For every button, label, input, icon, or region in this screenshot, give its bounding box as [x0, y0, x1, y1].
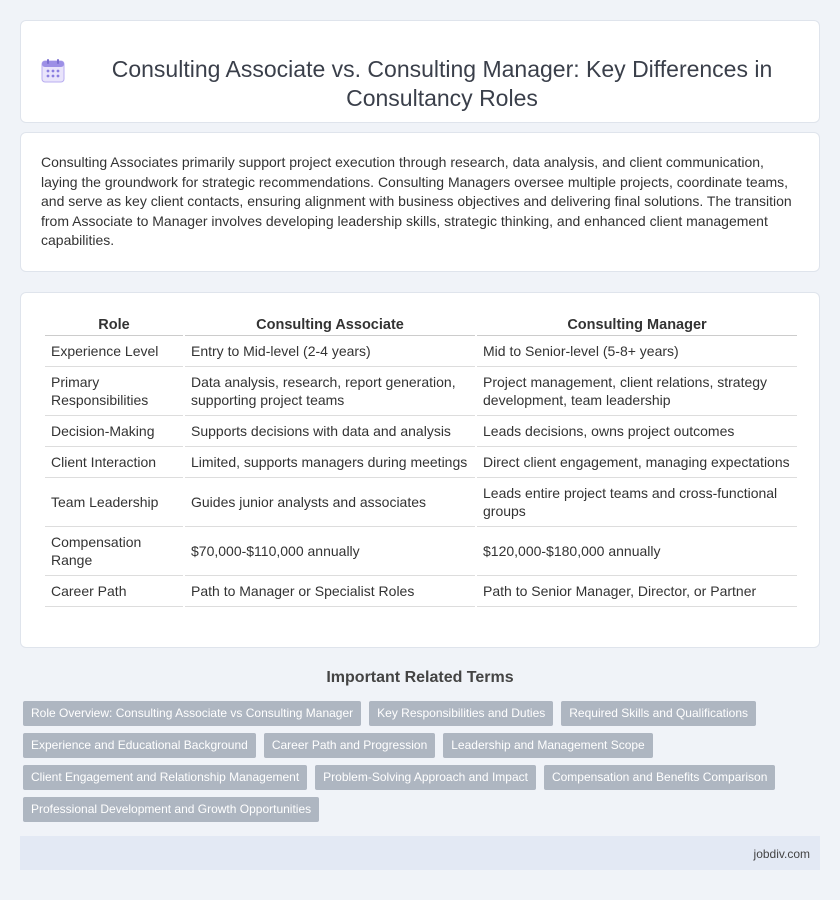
footer	[20, 836, 820, 870]
row-label: Career Path	[45, 576, 183, 607]
table-row	[45, 416, 797, 447]
manager-cell: Path to Senior Manager, Director, or Partner	[477, 576, 797, 607]
related-terms-heading: Important Related Terms	[326, 669, 514, 686]
column-header-manager: Consulting Manager	[477, 313, 797, 336]
row-label: Client Interaction	[45, 447, 183, 478]
manager-cell: Mid to Senior-level (5-8+ years)	[477, 336, 797, 367]
related-term-tag[interactable]: Career Path and Progression	[264, 733, 435, 758]
row-label: Primary Responsibilities	[45, 367, 183, 416]
related-term-tag[interactable]: Key Responsibilities and Duties	[369, 701, 553, 726]
manager-cell: Leads decisions, owns project outcomes	[477, 416, 797, 447]
table-header-row	[45, 313, 797, 336]
table-row	[45, 527, 797, 576]
comparison-table	[43, 313, 799, 607]
table-row	[45, 478, 797, 527]
calendar-icon	[40, 58, 66, 84]
summary-text: Consulting Associates primarily support project execution through research, data analysis, and client communication, laying the groundwork for strategic recommendations. Consulting Managers oversee multiple projects, coordinate teams, and serve as key client contacts, ensuring alignment with business objectives and delivering final solutions. The transition from Associate to Manager involves developing leadership skills, strategic thinking, and enhanced client management capabilities.	[41, 154, 792, 249]
associate-cell: Entry to Mid-level (2-4 years)	[185, 336, 475, 367]
title-wrap	[40, 31, 800, 113]
footer-site-link[interactable]: jobdiv.com	[753, 847, 810, 861]
summary-card	[20, 132, 820, 272]
manager-cell: Leads entire project teams and cross-functional groups	[477, 478, 797, 527]
associate-cell: Path to Manager or Specialist Roles	[185, 576, 475, 607]
associate-cell: Data analysis, research, report generation, supporting project teams	[185, 367, 475, 416]
related-term-tag[interactable]: Professional Development and Growth Opportunities	[23, 797, 319, 822]
table-row	[45, 576, 797, 607]
manager-cell: Project management, client relations, strategy development, team leadership	[477, 367, 797, 416]
table-row	[45, 336, 797, 367]
related-term-tag[interactable]: Problem-Solving Approach and Impact	[315, 765, 536, 790]
comparison-table-card	[20, 292, 820, 648]
column-header-associate: Consulting Associate	[185, 313, 475, 336]
table-row	[45, 367, 797, 416]
column-header-role: Role	[45, 313, 183, 336]
header-card	[20, 20, 820, 123]
associate-cell: Guides junior analysts and associates	[185, 478, 475, 527]
related-terms-tags	[23, 701, 813, 822]
page-title: Consulting Associate vs. Consulting Manager: Key Differences in Consultancy Roles	[111, 55, 773, 111]
related-term-tag[interactable]: Client Engagement and Relationship Management	[23, 765, 307, 790]
manager-cell: $120,000-$180,000 annually	[477, 527, 797, 576]
table-row	[45, 447, 797, 478]
related-term-tag[interactable]: Compensation and Benefits Comparison	[544, 765, 775, 790]
related-term-tag[interactable]: Required Skills and Qualifications	[561, 701, 756, 726]
row-label: Experience Level	[45, 336, 183, 367]
row-label: Compensation Range	[45, 527, 183, 576]
row-label: Decision-Making	[45, 416, 183, 447]
associate-cell: $70,000-$110,000 annually	[185, 527, 475, 576]
associate-cell: Limited, supports managers during meetings	[185, 447, 475, 478]
related-term-tag[interactable]: Experience and Educational Background	[23, 733, 256, 758]
manager-cell: Direct client engagement, managing expectations	[477, 447, 797, 478]
related-term-tag[interactable]: Role Overview: Consulting Associate vs Consulting Manager	[23, 701, 361, 726]
row-label: Team Leadership	[45, 478, 183, 527]
related-term-tag[interactable]: Leadership and Management Scope	[443, 733, 652, 758]
associate-cell: Supports decisions with data and analysis	[185, 416, 475, 447]
